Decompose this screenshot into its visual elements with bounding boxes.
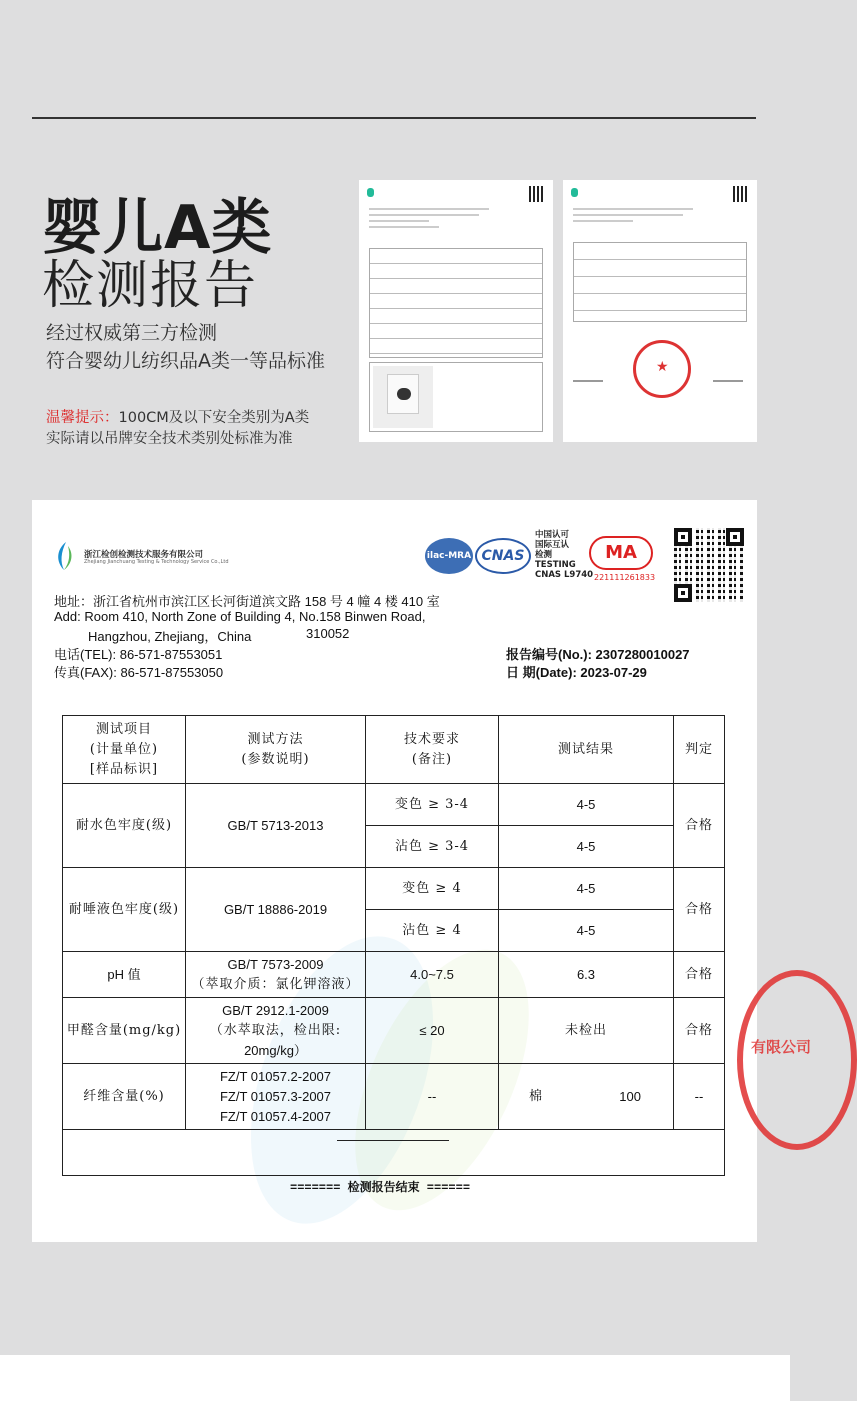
- ph-item: pH 值: [63, 952, 186, 998]
- report-date: 日 期(Date): 2023-07-29: [506, 665, 647, 680]
- table-empty-cell: [63, 1130, 725, 1176]
- table-empty-row: [63, 1130, 725, 1176]
- fiber-res-value: 100: [619, 1088, 641, 1104]
- text-line: [573, 220, 633, 222]
- fiber-item: 纤维含量(%): [63, 1064, 186, 1130]
- water-res-2: 4-5: [499, 826, 674, 868]
- saliva-item: 耐唾液色牢度(级): [63, 868, 186, 952]
- formaldehyde-req: ≤ 20: [366, 998, 499, 1064]
- header-item-1: 测试项目: [95, 721, 152, 737]
- fiber-method-2: FZ/T 01057.3-2007: [219, 1088, 332, 1104]
- header-method-2: (参数说明): [241, 751, 310, 767]
- qr-corner: [726, 528, 744, 546]
- sample-info-table: [369, 248, 543, 358]
- subtitle-1: 经过权威第三方检测: [46, 322, 218, 344]
- signature-line: [573, 380, 603, 382]
- cma-logo-icon: MA: [589, 536, 653, 570]
- qr-code-icon: [529, 186, 545, 202]
- report-end-text: ======= 检测报告结束 ======: [290, 1181, 471, 1195]
- form-method-2: （水萃取法，检出限:: [209, 1022, 342, 1038]
- fiber-req: --: [366, 1064, 499, 1130]
- water-req-1: 变色 ≥ 3-4: [366, 784, 499, 826]
- tip-block: [46, 408, 309, 450]
- test-report-document: [32, 500, 812, 1242]
- text-line: [369, 208, 489, 210]
- tel: 电话(TEL): 86-571-87553051: [54, 647, 223, 662]
- ilac-mra-logo-icon: ilac-MRA: [425, 538, 473, 574]
- signature-line: [713, 380, 743, 382]
- report-thumbnail-page-2[interactable]: [563, 180, 757, 442]
- cnas-text-2: 国际互认: [535, 540, 570, 550]
- official-seal-icon: [737, 970, 857, 1150]
- sample-photo: [373, 366, 433, 428]
- qr-code-icon: [733, 186, 749, 202]
- ph-req: 4.0~7.5: [366, 952, 499, 998]
- bear-print-icon: [397, 388, 411, 400]
- qr-corner: [674, 528, 692, 546]
- stamp-text: 有限公司: [751, 1038, 812, 1056]
- form-method-3: 20mg/kg）: [244, 1042, 307, 1058]
- table-row: [63, 868, 725, 910]
- header-req-2: (备注): [411, 751, 453, 767]
- cnas-text-3: 检测: [535, 550, 553, 560]
- subtitle-2: 符合婴幼儿纺织品A类一等品标准: [46, 350, 325, 372]
- header-method-1: 测试方法: [247, 731, 304, 747]
- table-row: [63, 952, 725, 998]
- ph-method-2: （萃取介质：氯化钾溶液）: [191, 976, 360, 992]
- official-seal-icon: ★: [633, 340, 691, 398]
- ph-res: 6.3: [499, 952, 674, 998]
- cnas-text-1: 中国认可: [535, 530, 570, 540]
- water-method: GB/T 5713-2013: [186, 784, 366, 868]
- postcode: 310052: [306, 626, 350, 641]
- header-req-1: 技术要求: [403, 731, 460, 747]
- ph-method: [186, 952, 366, 998]
- cnas-text-5: CNAS L9740: [535, 570, 594, 580]
- table-row: [63, 784, 725, 826]
- results-table: [62, 715, 725, 1176]
- fiber-method: [186, 1064, 366, 1130]
- text-line: [573, 214, 683, 216]
- fax: 传真(FAX): 86-571-87553050: [54, 665, 224, 680]
- address-en-1: Add: Room 410, North Zone of Building 4, No.158 Binwen Road,: [54, 609, 426, 624]
- text-line: [369, 220, 429, 222]
- saliva-judge: 合格: [674, 868, 725, 952]
- company-logo-icon: [367, 188, 374, 197]
- header-rule: [32, 117, 756, 119]
- ph-judge: 合格: [674, 952, 725, 998]
- header-item-2: (计量单位): [89, 741, 159, 757]
- header-item: [63, 716, 186, 784]
- company-name: 浙江检创检测技术服务有限公司: [84, 550, 204, 560]
- company-name-en: Zhejiang Jianchuang Testing & Technology Service Co.,Ltd: [84, 559, 229, 565]
- formaldehyde-method: [186, 998, 366, 1064]
- header-method: [186, 716, 366, 784]
- bottom-strip: [0, 1355, 790, 1401]
- text-line: [369, 226, 439, 228]
- table-row: [63, 998, 725, 1064]
- qr-code-icon[interactable]: [674, 528, 744, 602]
- page-title: 婴儿A类: [42, 193, 273, 263]
- formaldehyde-judge: 合格: [674, 998, 725, 1064]
- header-judgement: 判定: [674, 716, 725, 784]
- conclusion-table: [573, 242, 747, 322]
- fiber-res-name: 棉: [529, 1088, 544, 1104]
- cma-number: 221111261833: [594, 573, 656, 582]
- ph-method-1: GB/T 7573-2009: [227, 956, 324, 972]
- saliva-method: GB/T 18886-2019: [186, 868, 366, 952]
- cnas-text-4: TESTING: [535, 560, 576, 570]
- address-cn: 地址：浙江省杭州市滨江区长河街道滨文路 158 号 4 幢 4 楼 410 室: [54, 594, 440, 609]
- fiber-method-1: FZ/T 01057.2-2007: [219, 1068, 332, 1084]
- saliva-res-1: 4-5: [499, 868, 674, 910]
- fiber-method-3: FZ/T 01057.4-2007: [219, 1108, 332, 1124]
- fiber-res: [499, 1064, 674, 1130]
- company-logo-icon: [52, 540, 76, 572]
- text-line: [369, 214, 479, 216]
- table-row: [63, 1064, 725, 1130]
- tip-line-1: 100CM及以下安全类别为A类: [118, 410, 310, 426]
- formaldehyde-item: 甲醛含量(mg/kg): [63, 998, 186, 1064]
- address-en-2: Hangzhou, Zhejiang，China: [88, 629, 252, 644]
- header-item-3: [样品标识]: [89, 761, 159, 777]
- cnas-text: [535, 530, 593, 580]
- water-item: 耐水色牢度(级): [63, 784, 186, 868]
- report-thumbnail-page-1[interactable]: [359, 180, 553, 442]
- page-title-2: 检测报告: [42, 256, 259, 316]
- cnas-logo-icon: CNAS: [475, 538, 531, 574]
- saliva-req-2: 沾色 ≥ 4: [366, 910, 499, 952]
- company-logo-icon: [571, 188, 578, 197]
- table-header-row: [63, 716, 725, 784]
- saliva-res-2: 4-5: [499, 910, 674, 952]
- saliva-req-1: 变色 ≥ 4: [366, 868, 499, 910]
- water-res-1: 4-5: [499, 784, 674, 826]
- text-line: [573, 208, 693, 210]
- end-divider: [337, 1140, 449, 1141]
- qr-corner: [674, 584, 692, 602]
- fiber-judge: --: [674, 1064, 725, 1130]
- formaldehyde-res: 未检出: [499, 998, 674, 1064]
- header-result: 测试结果: [499, 716, 674, 784]
- water-req-2: 沾色 ≥ 3-4: [366, 826, 499, 868]
- tip-line-2: 实际请以吊牌安全技术类别处标准为准: [46, 431, 293, 447]
- tip-label: 温馨提示：: [46, 410, 119, 426]
- header-requirement: [366, 716, 499, 784]
- report-number: 报告编号(No.): 2307280010027: [506, 647, 690, 662]
- water-judge: 合格: [674, 784, 725, 868]
- form-method-1: GB/T 2912.1-2009: [222, 1002, 329, 1018]
